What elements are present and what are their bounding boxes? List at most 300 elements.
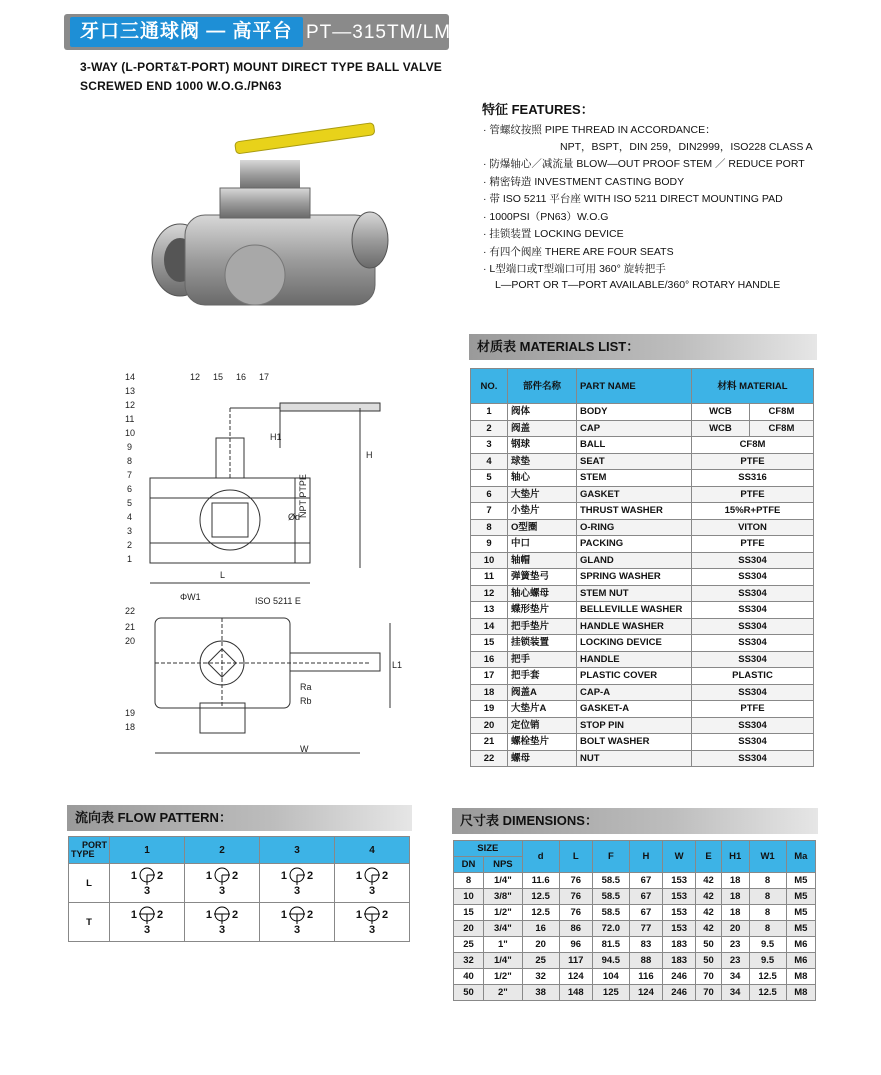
material-a: WCB bbox=[692, 420, 750, 437]
part-no: 3 bbox=[471, 437, 508, 454]
material: 15%R+PTFE bbox=[692, 503, 814, 520]
feature-item: · 1000PSI（PN63）W.O.G bbox=[483, 211, 609, 223]
dimension-cell: 94.5 bbox=[592, 953, 629, 969]
flow-symbol: 1 2 3 bbox=[110, 903, 185, 942]
table-row bbox=[471, 734, 814, 751]
part-no: 20 bbox=[471, 717, 508, 734]
feature-item: · 挂锁装置 LOCKING DEVICE bbox=[483, 228, 624, 240]
dimension-cell: 67 bbox=[629, 905, 662, 921]
dimension-cell: 9.5 bbox=[749, 937, 786, 953]
dimension-cell: 12.5 bbox=[522, 889, 559, 905]
part-name-en: NUT bbox=[577, 750, 692, 767]
column-header: L bbox=[559, 841, 592, 873]
dimension-cell: 104 bbox=[592, 969, 629, 985]
dimension-cell: M5 bbox=[786, 889, 815, 905]
table-row bbox=[454, 873, 816, 889]
part-name-en: STEM bbox=[577, 470, 692, 487]
part-no: 5 bbox=[471, 470, 508, 487]
dimension-cell: 42 bbox=[696, 873, 722, 889]
part-name-cn: 螺栓垫片 bbox=[508, 734, 577, 751]
dimension-cell: 16 bbox=[522, 921, 559, 937]
table-row bbox=[454, 905, 816, 921]
dimension-cell: 1" bbox=[484, 937, 523, 953]
technical-drawing bbox=[120, 368, 450, 768]
part-name-en: LOCKING DEVICE bbox=[577, 635, 692, 652]
dimension-cell: 50 bbox=[454, 985, 484, 1001]
part-name-en: BOLT WASHER bbox=[577, 734, 692, 751]
svg-text:ISO 5211 E: ISO 5211 E bbox=[255, 596, 301, 606]
material: CF8M bbox=[692, 437, 814, 454]
part-name-cn: 轴心 bbox=[508, 470, 577, 487]
part-no: 10 bbox=[471, 552, 508, 569]
part-no: 11 bbox=[471, 569, 508, 586]
part-name-cn: 大垫片 bbox=[508, 486, 577, 503]
dimension-cell: 3/4" bbox=[484, 921, 523, 937]
dimension-cell: 246 bbox=[663, 969, 696, 985]
feature-item: · 防爆轴心／减流量 BLOW—OUT PROOF STEM ／ REDUCE PORT bbox=[483, 158, 805, 170]
dimension-cell: 58.5 bbox=[592, 889, 629, 905]
dimension-cell: 40 bbox=[454, 969, 484, 985]
dimension-cell: 34 bbox=[721, 985, 749, 1001]
feature-item: · 有四个阀座 THERE ARE FOUR SEATS bbox=[483, 246, 674, 258]
part-name-cn: 挂锁装置 bbox=[508, 635, 577, 652]
part-name-cn: 球垫 bbox=[508, 453, 577, 470]
flow-symbol-icon bbox=[212, 867, 232, 885]
dimension-cell: 50 bbox=[696, 937, 722, 953]
dimension-cell: 8 bbox=[749, 889, 786, 905]
dimension-cell: 1/4" bbox=[484, 873, 523, 889]
dimension-cell: 153 bbox=[663, 921, 696, 937]
dimension-cell: 125 bbox=[592, 985, 629, 1001]
table-row bbox=[471, 618, 814, 635]
dimension-cell: M5 bbox=[786, 905, 815, 921]
svg-text:4: 4 bbox=[127, 512, 133, 522]
dimension-cell: M5 bbox=[786, 921, 815, 937]
dimension-cell: 42 bbox=[696, 905, 722, 921]
table-row bbox=[471, 437, 814, 454]
dimension-cell: 8 bbox=[749, 921, 786, 937]
dimension-cell: 9.5 bbox=[749, 953, 786, 969]
material: PTFE bbox=[692, 453, 814, 470]
dimension-cell: 18 bbox=[721, 889, 749, 905]
part-name-cn: 蝶形垫片 bbox=[508, 602, 577, 619]
part-name-cn: O型圈 bbox=[508, 519, 577, 536]
svg-text:11: 11 bbox=[125, 414, 135, 424]
table-row bbox=[471, 585, 814, 602]
dimension-cell: 18 bbox=[721, 873, 749, 889]
port-header: 4 bbox=[335, 837, 410, 864]
part-name-en: STEM NUT bbox=[577, 585, 692, 602]
svg-text:19: 19 bbox=[125, 708, 136, 718]
part-no: 4 bbox=[471, 453, 508, 470]
port-header: 2 bbox=[185, 837, 260, 864]
svg-text:22: 22 bbox=[125, 606, 136, 616]
table-row bbox=[471, 420, 814, 437]
dimension-cell: 153 bbox=[663, 905, 696, 921]
material-b: CF8M bbox=[749, 420, 813, 437]
dimension-cell: 1/4" bbox=[484, 953, 523, 969]
dimension-cell: 8 bbox=[749, 905, 786, 921]
part-no: 12 bbox=[471, 585, 508, 602]
svg-text:10: 10 bbox=[125, 428, 136, 438]
svg-text:12: 12 bbox=[125, 400, 136, 410]
part-name-cn: 钢球 bbox=[508, 437, 577, 454]
dimension-cell: 77 bbox=[629, 921, 662, 937]
column-header: DN bbox=[454, 857, 484, 873]
svg-text:16: 16 bbox=[236, 372, 247, 382]
column-header: NO. bbox=[471, 369, 508, 404]
flow-heading: 流向表 FLOW PATTERN： bbox=[67, 805, 412, 831]
column-header: W bbox=[663, 841, 696, 873]
part-name-cn: 把手 bbox=[508, 651, 577, 668]
part-name-cn: 把手套 bbox=[508, 668, 577, 685]
model-number: PT—315TM/LM bbox=[306, 22, 452, 43]
part-name-en: SPRING WASHER bbox=[577, 569, 692, 586]
column-header: F bbox=[592, 841, 629, 873]
part-no: 21 bbox=[471, 734, 508, 751]
column-header: 材料 MATERIAL bbox=[692, 369, 814, 404]
material: SS304 bbox=[692, 651, 814, 668]
port-type-header bbox=[69, 837, 110, 864]
flow-symbol: 1 2 3 bbox=[260, 903, 335, 942]
dimension-cell: 81.5 bbox=[592, 937, 629, 953]
dimension-cell: 58.5 bbox=[592, 873, 629, 889]
dimension-cell: 67 bbox=[629, 889, 662, 905]
svg-text:17: 17 bbox=[259, 372, 270, 382]
svg-text:W: W bbox=[300, 744, 309, 754]
table-row bbox=[471, 470, 814, 487]
dimension-cell: 72.0 bbox=[592, 921, 629, 937]
part-name-en: BODY bbox=[577, 404, 692, 421]
part-name-cn: 中口 bbox=[508, 536, 577, 553]
part-name-en: BALL bbox=[577, 437, 692, 454]
port-header: 1 bbox=[110, 837, 185, 864]
part-name-en: PACKING bbox=[577, 536, 692, 553]
dimensions-table bbox=[453, 840, 816, 1001]
material: SS304 bbox=[692, 717, 814, 734]
material: SS316 bbox=[692, 470, 814, 487]
dimension-cell: 183 bbox=[663, 937, 696, 953]
material: PTFE bbox=[692, 486, 814, 503]
part-no: 17 bbox=[471, 668, 508, 685]
part-name-cn: 弹簧垫弓 bbox=[508, 569, 577, 586]
type-cell: T bbox=[69, 903, 110, 942]
material: SS304 bbox=[692, 602, 814, 619]
materials-table bbox=[470, 368, 814, 767]
part-no: 6 bbox=[471, 486, 508, 503]
dimension-cell: 25 bbox=[454, 937, 484, 953]
table-row bbox=[471, 668, 814, 685]
svg-text:6: 6 bbox=[127, 484, 133, 494]
flow-symbol: 1 2 3 bbox=[335, 903, 410, 942]
material: SS304 bbox=[692, 618, 814, 635]
part-no: 18 bbox=[471, 684, 508, 701]
table-row bbox=[454, 889, 816, 905]
material: PLASTIC bbox=[692, 668, 814, 685]
svg-text:12: 12 bbox=[190, 372, 201, 382]
dimension-cell: 50 bbox=[696, 953, 722, 969]
flow-symbol-icon bbox=[287, 906, 307, 924]
part-no: 8 bbox=[471, 519, 508, 536]
part-name-cn: 小垫片 bbox=[508, 503, 577, 520]
subtitle-line-2: SCREWED END 1000 W.O.G./PN63 bbox=[80, 79, 282, 93]
part-name-en: PLASTIC COVER bbox=[577, 668, 692, 685]
column-header: Ma bbox=[786, 841, 815, 873]
feature-item: · 精密铸造 INVESTMENT CASTING BODY bbox=[483, 176, 685, 188]
column-header: PART NAME bbox=[577, 369, 692, 404]
dimension-cell: 38 bbox=[522, 985, 559, 1001]
table-row bbox=[471, 519, 814, 536]
dimension-cell: 1/2" bbox=[484, 969, 523, 985]
part-name-cn: 定位销 bbox=[508, 717, 577, 734]
part-name-cn: 螺母 bbox=[508, 750, 577, 767]
svg-text:9: 9 bbox=[127, 442, 133, 452]
dimension-cell: 116 bbox=[629, 969, 662, 985]
table-row bbox=[471, 635, 814, 652]
svg-text:Rb: Rb bbox=[300, 696, 312, 706]
table-row bbox=[471, 750, 814, 767]
svg-text:H1: H1 bbox=[270, 432, 282, 442]
dimension-cell: 76 bbox=[559, 889, 592, 905]
dimension-cell: 11.6 bbox=[522, 873, 559, 889]
material-a: WCB bbox=[692, 404, 750, 421]
dimension-cell: 20 bbox=[522, 937, 559, 953]
svg-text:2: 2 bbox=[127, 540, 133, 550]
dimension-cell: 1/2" bbox=[484, 905, 523, 921]
material: SS304 bbox=[692, 734, 814, 751]
part-name-en: GASKET bbox=[577, 486, 692, 503]
svg-text:15: 15 bbox=[213, 372, 224, 382]
flow-symbol-icon bbox=[362, 906, 382, 924]
part-no: 1 bbox=[471, 404, 508, 421]
part-no: 15 bbox=[471, 635, 508, 652]
part-no: 7 bbox=[471, 503, 508, 520]
feature-item: · 带 ISO 5211 平台座 WITH ISO 5211 DIRECT MOUNTING PAD bbox=[483, 193, 783, 205]
size-header: SIZE bbox=[454, 841, 523, 857]
part-no: 19 bbox=[471, 701, 508, 718]
table-row bbox=[471, 569, 814, 586]
table-row bbox=[471, 651, 814, 668]
part-no: 9 bbox=[471, 536, 508, 553]
dimension-cell: 2" bbox=[484, 985, 523, 1001]
material: SS304 bbox=[692, 750, 814, 767]
column-header: 部件名称 bbox=[508, 369, 577, 404]
dimension-cell: 20 bbox=[721, 921, 749, 937]
material: SS304 bbox=[692, 635, 814, 652]
column-header: H bbox=[629, 841, 662, 873]
flow-symbol-icon bbox=[287, 867, 307, 885]
valve-photo bbox=[140, 120, 460, 320]
svg-text:8: 8 bbox=[127, 456, 133, 466]
dimension-cell: 76 bbox=[559, 905, 592, 921]
part-name-en: BELLEVILLE WASHER bbox=[577, 602, 692, 619]
dimension-cell: 76 bbox=[559, 873, 592, 889]
part-name-en: GLAND bbox=[577, 552, 692, 569]
dimension-cell: 70 bbox=[696, 969, 722, 985]
flow-symbol: 1 2 3 bbox=[185, 903, 260, 942]
title-chinese: 牙口三通球阀 — 高平台 bbox=[70, 17, 303, 47]
dimension-cell: 42 bbox=[696, 889, 722, 905]
flow-symbol-icon bbox=[362, 867, 382, 885]
table-row bbox=[471, 602, 814, 619]
dimension-cell: 10 bbox=[454, 889, 484, 905]
part-name-en: HANDLE bbox=[577, 651, 692, 668]
dimension-cell: 12.5 bbox=[749, 969, 786, 985]
svg-text:7: 7 bbox=[127, 470, 133, 480]
svg-text:3: 3 bbox=[127, 526, 133, 536]
part-name-cn: 轴心螺母 bbox=[508, 585, 577, 602]
materials-heading: 材质表 MATERIALS LIST： bbox=[469, 334, 817, 360]
dimension-cell: 153 bbox=[663, 873, 696, 889]
dimension-cell: 32 bbox=[522, 969, 559, 985]
svg-text:Ra: Ra bbox=[300, 682, 312, 692]
dimension-cell: 96 bbox=[559, 937, 592, 953]
dimension-cell: 86 bbox=[559, 921, 592, 937]
svg-text:Ød: Ød bbox=[288, 512, 301, 522]
table-row bbox=[454, 985, 816, 1001]
feature-item: L—PORT OR T—PORT AVAILABLE/360° ROTARY HANDLE bbox=[495, 279, 781, 291]
table-row bbox=[471, 536, 814, 553]
flow-pattern-table bbox=[68, 836, 410, 942]
table-row bbox=[454, 937, 816, 953]
part-name-en: THRUST WASHER bbox=[577, 503, 692, 520]
feature-item: · L型端口或T型端口可用 360° 旋转把手 bbox=[483, 263, 666, 275]
svg-text:L: L bbox=[220, 570, 226, 580]
feature-item: NPT，BSPT，DIN 259，DIN2999，ISO228 CLASS A bbox=[560, 141, 813, 153]
material: SS304 bbox=[692, 552, 814, 569]
feature-item: · 管螺纹按照 PIPE THREAD IN ACCORDANCE： bbox=[483, 124, 716, 136]
flow-symbol-icon bbox=[137, 906, 157, 924]
dimension-cell: 148 bbox=[559, 985, 592, 1001]
svg-text:21: 21 bbox=[125, 622, 136, 632]
part-name-en: CAP bbox=[577, 420, 692, 437]
type-cell: L bbox=[69, 864, 110, 903]
dimension-cell: 83 bbox=[629, 937, 662, 953]
port-header: 3 bbox=[260, 837, 335, 864]
dimension-cell: 88 bbox=[629, 953, 662, 969]
table-row bbox=[471, 684, 814, 701]
dimension-cell: 23 bbox=[721, 937, 749, 953]
table-row bbox=[454, 921, 816, 937]
part-name-cn: 阀盖 bbox=[508, 420, 577, 437]
flow-symbol-icon bbox=[137, 867, 157, 885]
dimension-cell: 124 bbox=[559, 969, 592, 985]
part-name-en: SEAT bbox=[577, 453, 692, 470]
material: PTFE bbox=[692, 536, 814, 553]
table-row bbox=[471, 453, 814, 470]
flow-symbol: 1 2 3 bbox=[260, 864, 335, 903]
material: SS304 bbox=[692, 585, 814, 602]
table-row bbox=[471, 486, 814, 503]
svg-text:L1: L1 bbox=[392, 660, 403, 670]
dimension-cell: 3/8" bbox=[484, 889, 523, 905]
material: SS304 bbox=[692, 569, 814, 586]
table-row bbox=[454, 969, 816, 985]
material: PTFE bbox=[692, 701, 814, 718]
part-name-en: CAP-A bbox=[577, 684, 692, 701]
svg-text:ΦW1: ΦW1 bbox=[180, 592, 201, 602]
dimension-cell: 34 bbox=[721, 969, 749, 985]
dimension-cell: 246 bbox=[663, 985, 696, 1001]
dimension-cell: 8 bbox=[749, 873, 786, 889]
type-label: TYPE bbox=[71, 849, 95, 859]
part-no: 2 bbox=[471, 420, 508, 437]
part-no: 14 bbox=[471, 618, 508, 635]
dimension-cell: 58.5 bbox=[592, 905, 629, 921]
dimension-cell: M6 bbox=[786, 937, 815, 953]
dimension-cell: 23 bbox=[721, 953, 749, 969]
dimension-cell: 153 bbox=[663, 889, 696, 905]
dimension-cell: 67 bbox=[629, 873, 662, 889]
column-header: E bbox=[696, 841, 722, 873]
material: VITON bbox=[692, 519, 814, 536]
svg-text:20: 20 bbox=[125, 636, 136, 646]
dimension-cell: 32 bbox=[454, 953, 484, 969]
table-row bbox=[69, 903, 410, 942]
dimension-cell: 117 bbox=[559, 953, 592, 969]
flow-symbol: 1 2 3 bbox=[185, 864, 260, 903]
part-name-cn: 大垫片A bbox=[508, 701, 577, 718]
table-row bbox=[471, 552, 814, 569]
part-name-cn: 阀盖A bbox=[508, 684, 577, 701]
part-name-cn: 轴帽 bbox=[508, 552, 577, 569]
material: SS304 bbox=[692, 684, 814, 701]
dimension-cell: 42 bbox=[696, 921, 722, 937]
dimension-cell: 8 bbox=[454, 873, 484, 889]
part-name-cn: 把手垫片 bbox=[508, 618, 577, 635]
table-row bbox=[454, 953, 816, 969]
table-row bbox=[471, 503, 814, 520]
part-name-en: HANDLE WASHER bbox=[577, 618, 692, 635]
features-heading: 特征 FEATURES： bbox=[482, 102, 594, 117]
part-no: 16 bbox=[471, 651, 508, 668]
flow-symbol: 1 2 3 bbox=[335, 864, 410, 903]
table-row bbox=[471, 701, 814, 718]
dimension-cell: 124 bbox=[629, 985, 662, 1001]
column-header: H1 bbox=[721, 841, 749, 873]
svg-text:NPT PTPE: NPT PTPE bbox=[298, 474, 308, 518]
svg-text:5: 5 bbox=[127, 498, 133, 508]
material-b: CF8M bbox=[749, 404, 813, 421]
svg-text:14: 14 bbox=[125, 372, 136, 382]
dimension-cell: 20 bbox=[454, 921, 484, 937]
part-name-en: O-RING bbox=[577, 519, 692, 536]
flow-symbol-icon bbox=[212, 906, 232, 924]
part-no: 22 bbox=[471, 750, 508, 767]
dimension-cell: 18 bbox=[721, 905, 749, 921]
svg-text:13: 13 bbox=[125, 386, 136, 396]
dimension-cell: 15 bbox=[454, 905, 484, 921]
dimension-cell: 183 bbox=[663, 953, 696, 969]
dimension-cell: M5 bbox=[786, 873, 815, 889]
column-header: W1 bbox=[749, 841, 786, 873]
svg-text:1: 1 bbox=[127, 554, 133, 564]
dimension-cell: M8 bbox=[786, 985, 815, 1001]
svg-text:18: 18 bbox=[125, 722, 136, 732]
dimension-cell: M6 bbox=[786, 953, 815, 969]
column-header: NPS bbox=[484, 857, 523, 873]
dimension-cell: M8 bbox=[786, 969, 815, 985]
part-no: 13 bbox=[471, 602, 508, 619]
dimension-cell: 25 bbox=[522, 953, 559, 969]
part-name-en: GASKET-A bbox=[577, 701, 692, 718]
subtitle-line-1: 3-WAY (L-PORT&T-PORT) MOUNT DIRECT TYPE BALL VALVE bbox=[80, 60, 443, 74]
dimensions-heading: 尺寸表 DIMENSIONS： bbox=[452, 808, 818, 834]
table-row bbox=[471, 717, 814, 734]
dimension-cell: 12.5 bbox=[749, 985, 786, 1001]
port-label: PORT bbox=[81, 840, 107, 850]
column-header: d bbox=[522, 841, 559, 873]
